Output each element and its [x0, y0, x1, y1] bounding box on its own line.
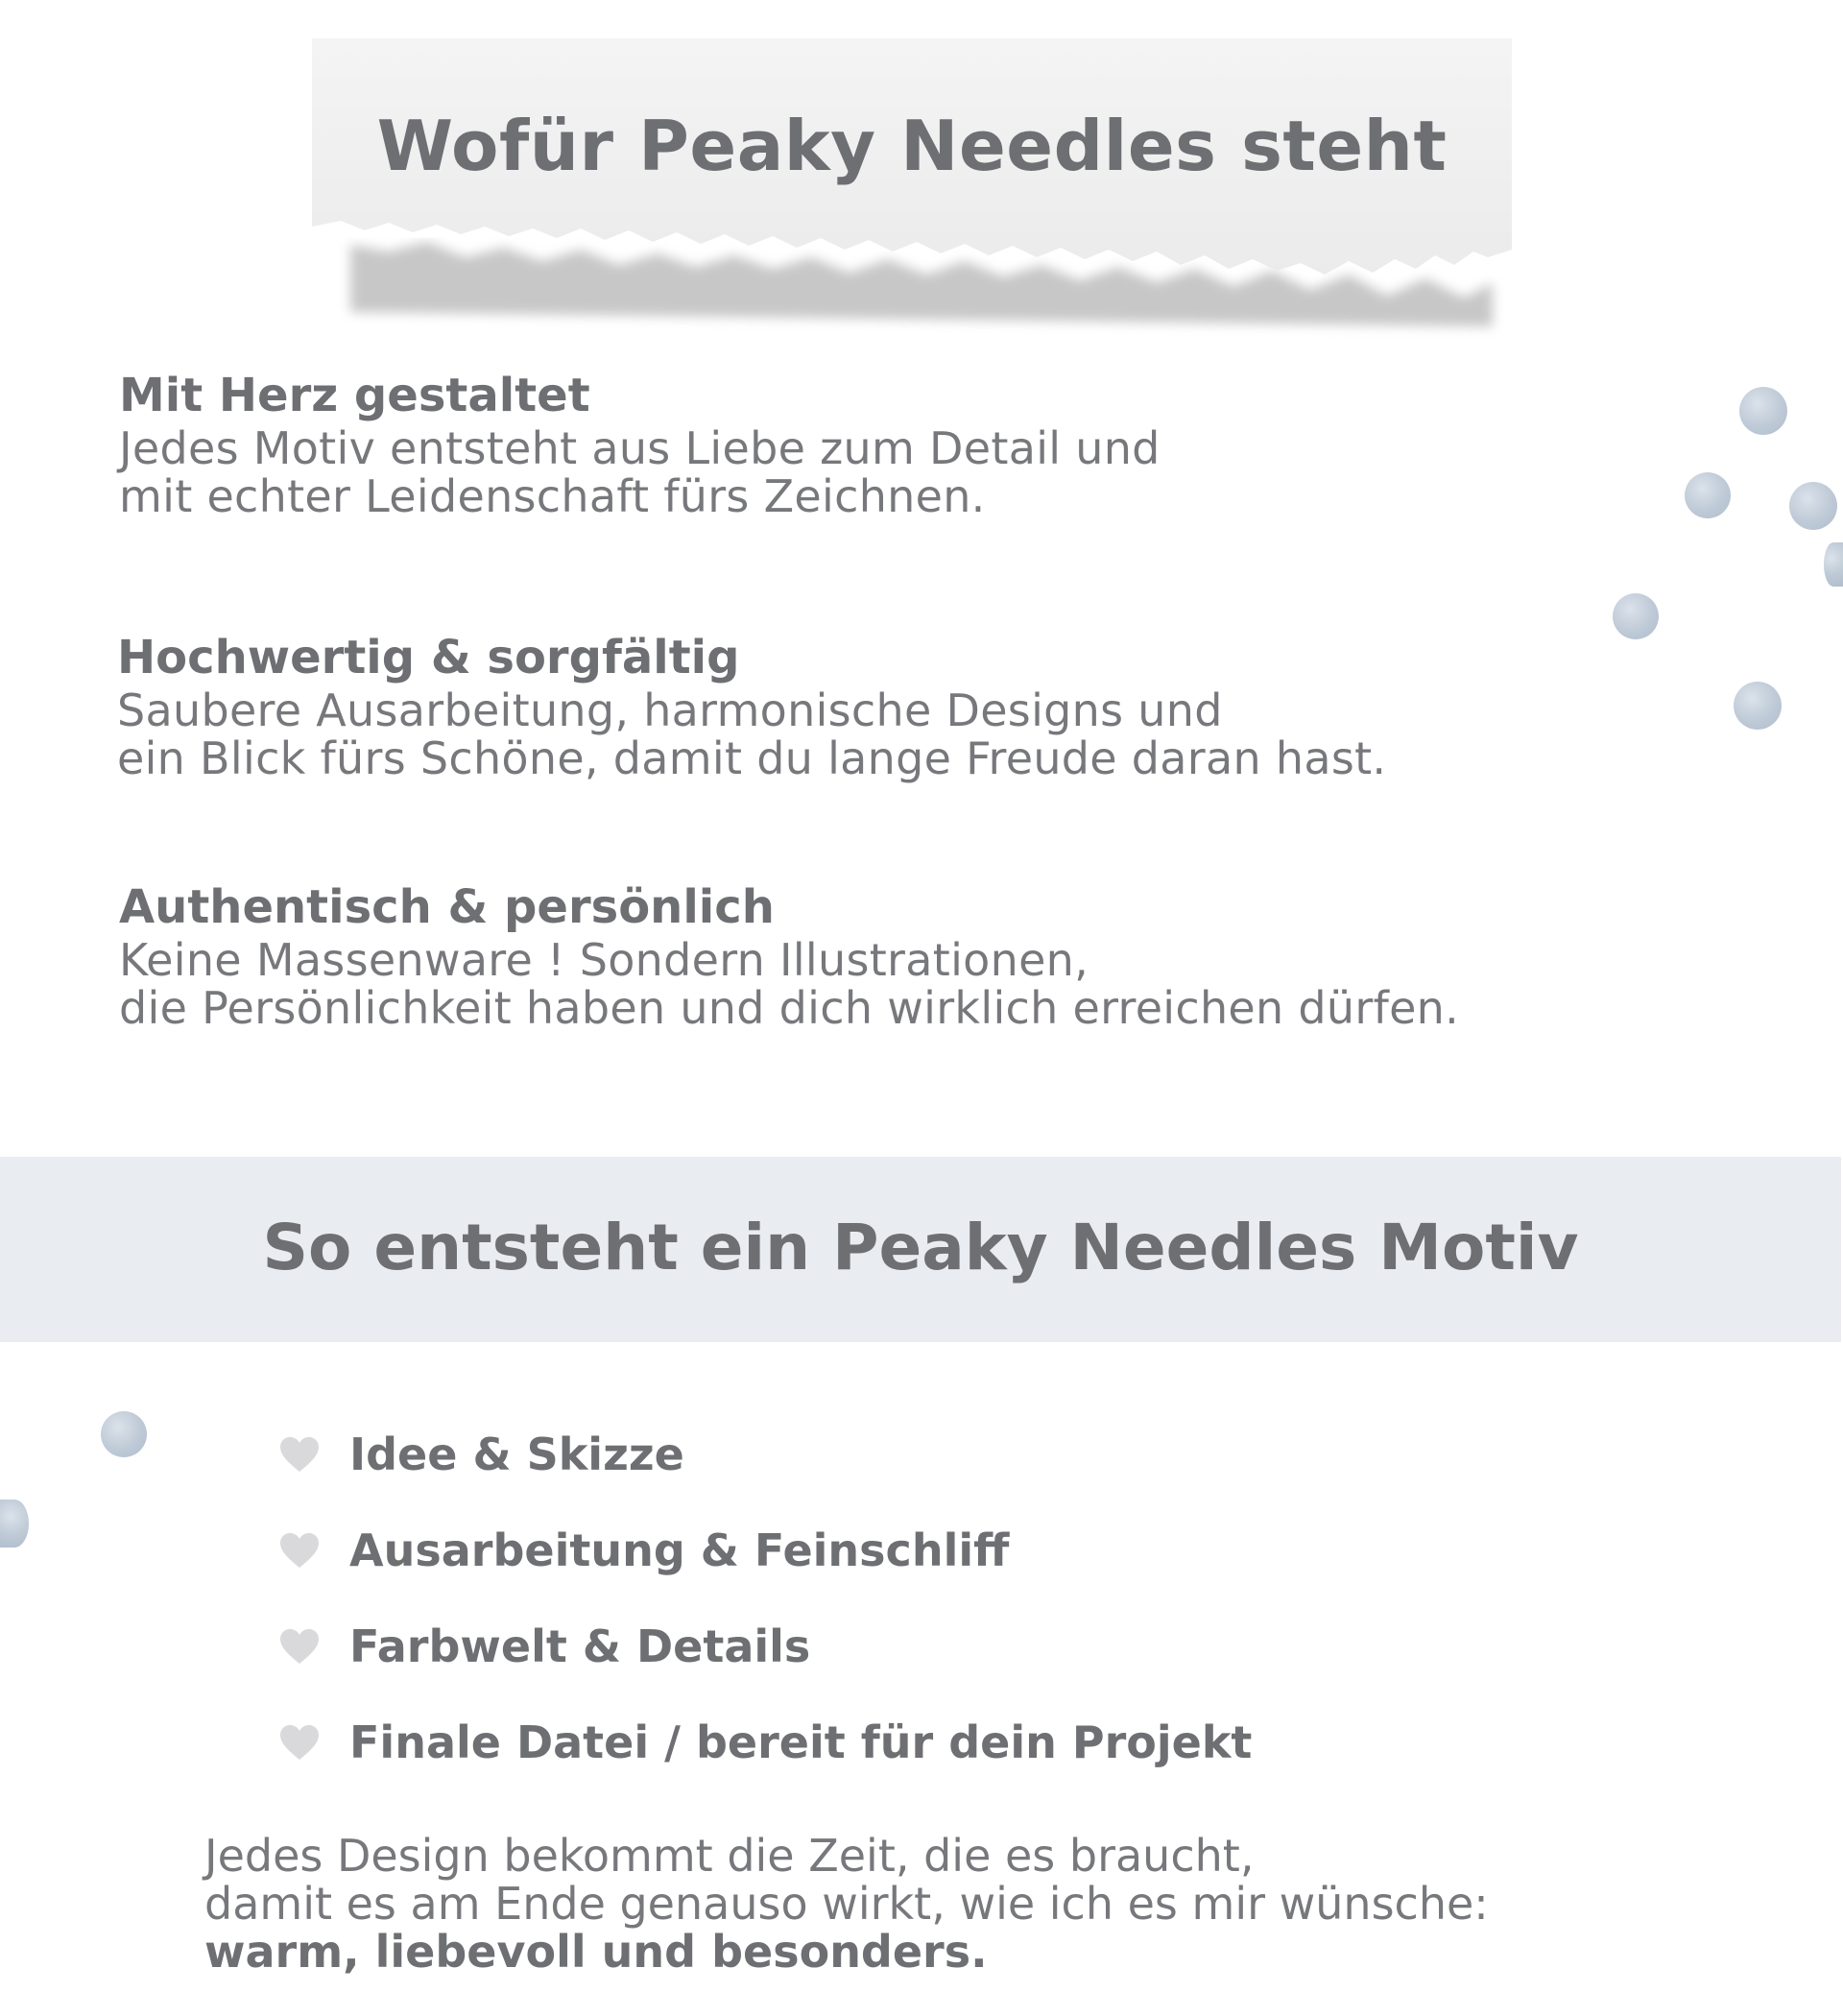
value-text-line: die Persönlichkeit haben und dich wirklich erreichen dürfen.: [119, 982, 1460, 1034]
decorative-dot: [1739, 387, 1787, 435]
closing-line: Jedes Design bekommt die Zeit, die es braucht,: [204, 1830, 1255, 1882]
value-item: [119, 878, 1559, 1032]
step-label: Farbwelt & Details: [349, 1620, 811, 1672]
value-text-line: Saubere Ausarbeitung, harmonische Designs und: [117, 684, 1223, 736]
value-text: [117, 686, 1557, 782]
heart-icon: [278, 1723, 321, 1762]
value-text-line: Keine Massenware ! Sondern Illustrationen,: [119, 934, 1089, 986]
value-text: [119, 424, 1559, 520]
closing-paragraph: [204, 1832, 1740, 1976]
step-label: Finale Datei / bereit für dein Projekt: [349, 1716, 1253, 1768]
value-text-line: Jedes Motiv entsteht aus Liebe zum Detail und: [119, 422, 1161, 474]
decorative-dot: [1613, 593, 1659, 639]
decorative-dot: [1824, 542, 1843, 587]
closing-line: damit es am Ende genauso wirkt, wie ich es mir wünsche:: [204, 1878, 1489, 1930]
list-item: [278, 1598, 1252, 1694]
process-steps-list: [278, 1406, 1252, 1790]
value-text: [119, 936, 1559, 1032]
value-item: [117, 629, 1557, 782]
page-title: Wofür Peaky Needles steht: [376, 106, 1448, 186]
decorative-dot: [0, 1500, 29, 1548]
torn-paper-header: [312, 38, 1512, 346]
step-label: Ausarbeitung & Feinschliff: [349, 1524, 1010, 1576]
value-heading: Mit Herz gestaltet: [119, 369, 590, 422]
process-title-band: [0, 1157, 1841, 1342]
decorative-dot: [1685, 472, 1731, 518]
list-item: [278, 1502, 1252, 1598]
list-item: [278, 1694, 1252, 1790]
value-text-line: mit echter Leidenschaft fürs Zeichnen.: [119, 470, 986, 522]
step-label: Idee & Skizze: [349, 1428, 684, 1480]
torn-paper-background: [312, 38, 1512, 346]
value-heading: Authentisch & persönlich: [119, 880, 775, 934]
decorative-dot: [1789, 482, 1837, 530]
list-item: [278, 1406, 1252, 1502]
decorative-dot: [101, 1411, 147, 1457]
process-title: So entsteht ein Peaky Needles Motiv: [262, 1211, 1579, 1284]
value-heading: Hochwertig & sorgfältig: [117, 631, 740, 684]
closing-emphasis: warm, liebevoll und besonders.: [204, 1926, 988, 1978]
value-text-line: ein Blick fürs Schöne, damit du lange Freude daran hast.: [117, 732, 1387, 784]
heart-icon: [278, 1435, 321, 1474]
decorative-dot: [1734, 682, 1782, 730]
value-item: [119, 367, 1559, 520]
heart-icon: [278, 1531, 321, 1570]
heart-icon: [278, 1627, 321, 1666]
